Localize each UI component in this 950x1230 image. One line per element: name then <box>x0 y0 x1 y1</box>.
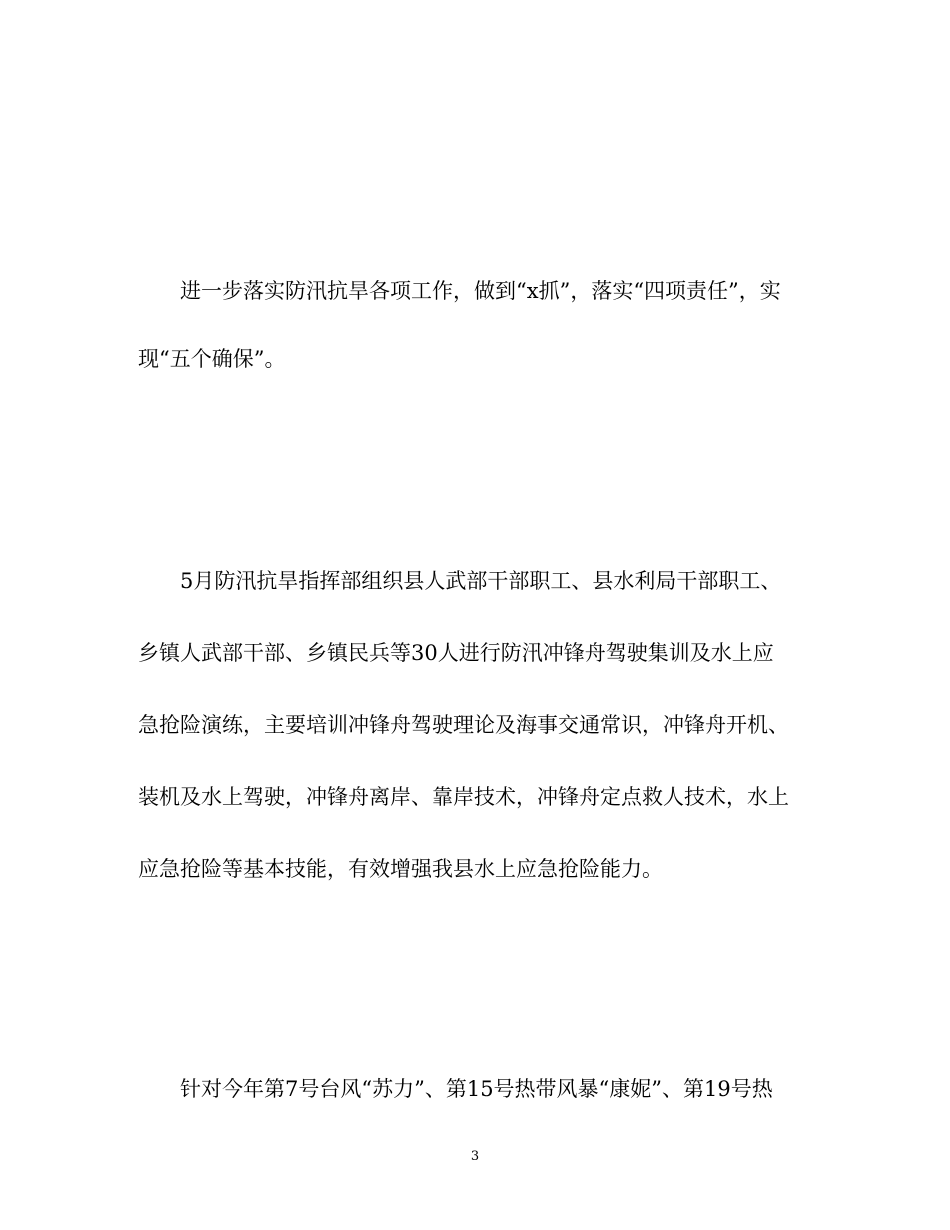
paragraph-2-line-3: 急抢险演练，主要培训冲锋舟驾驶理论及海事交通常识，冲锋舟开机、 <box>138 713 789 737</box>
page-number: 3 <box>470 1149 480 1164</box>
paragraph-2-line-5: 应急抢险等基本技能，有效增强我县水上应急抢险能力。 <box>138 857 663 881</box>
paragraph-2-line-2: 乡镇人武部干部、乡镇民兵等30人进行防汛冲锋舟驾驶集训及水上应 <box>138 641 774 665</box>
paragraph-1-line-2: 现“五个确保”。 <box>138 347 286 371</box>
paragraph-2-line-4: 装机及水上驾驶，冲锋舟离岸、靠岸技术，冲锋舟定点救人技术，水上 <box>138 785 789 809</box>
paragraph-3-line-1: 针对今年第7号台风“苏力”、第15号热带风暴“康妮”、第19号热 <box>180 1077 773 1101</box>
paragraph-1-line-1: 进一步落实防汛抗旱各项工作，做到“x抓”，落实“四项责任”，实 <box>180 279 781 303</box>
paragraph-2-line-1: 5月防汛抗旱指挥部组织县人武部干部职工、县水利局干部职工、 <box>180 569 782 593</box>
